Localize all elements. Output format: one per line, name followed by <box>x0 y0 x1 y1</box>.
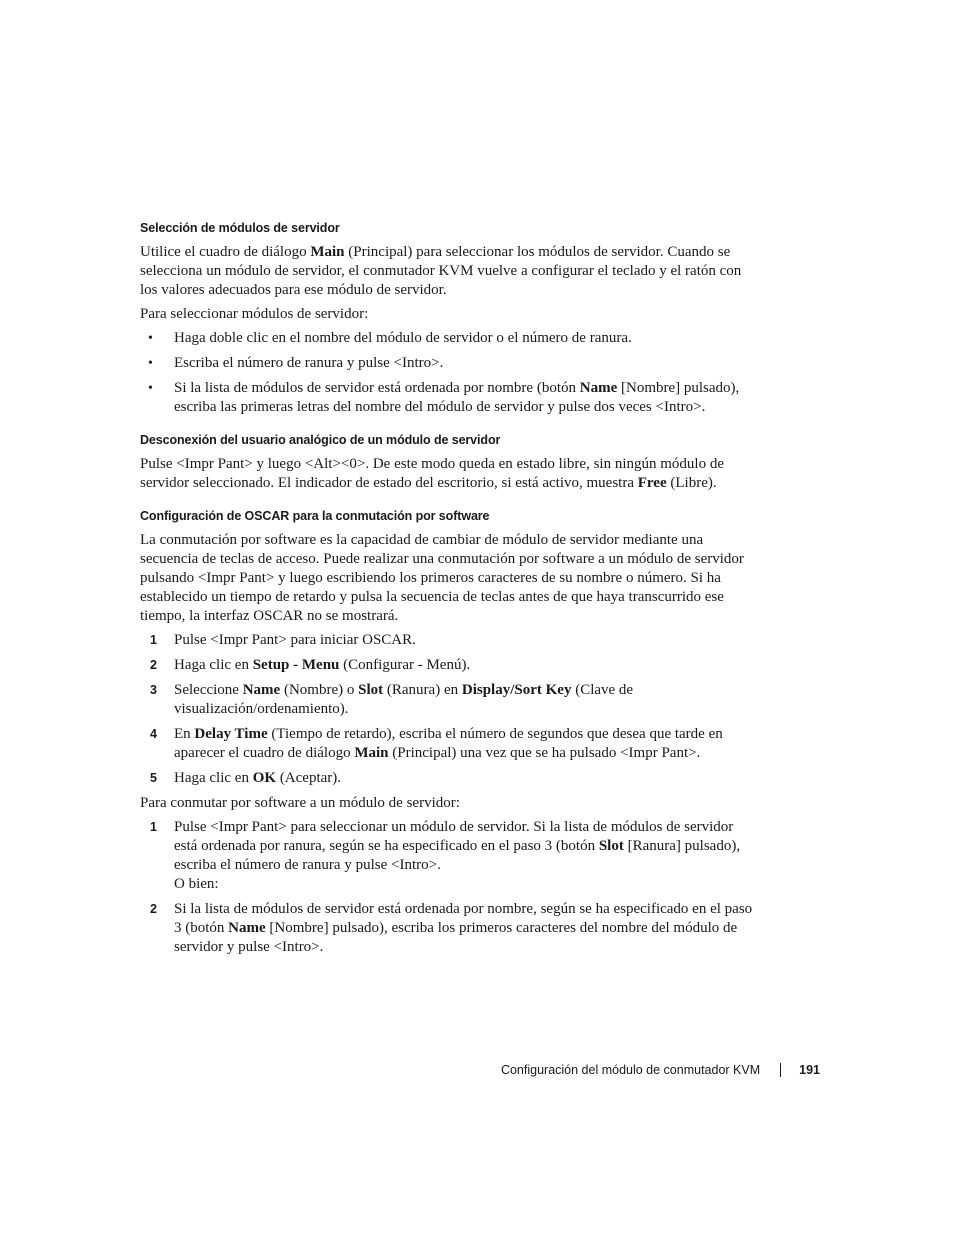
bold-term: Name <box>242 682 281 698</box>
step-item <box>140 725 760 763</box>
step-number: 5 <box>150 771 157 785</box>
text-run: [Nombre] pulsado), escriba las primeras letras del nombre del módulo de servidor y pulse dos veces <Intro>. <box>174 380 740 415</box>
text-run: Si la lista de módulos de servidor está ordenada por nombre (botón <box>174 380 580 396</box>
list-lead: Para conmutar por software a un módulo de servidor: <box>140 795 460 811</box>
bold-term: Setup - Menu <box>252 657 340 673</box>
step-item <box>140 769 760 788</box>
text-run: (Principal) para seleccionar los módulos de servidor. Cuando se selecciona un módulo de servidor, el conmutador KVM vuelve a configurar el teclado y el ratón con los valores adecuados para ese módulo de servidor. <box>140 244 742 298</box>
text-run: Pulse <Impr Pant> para seleccionar un módulo de servidor. Si la lista de módulos de servidor está ordenada por ranura, según se ha especificado en el paso 3 (botón <box>174 819 734 854</box>
step-number: 2 <box>150 902 157 916</box>
section-server-module-selection <box>140 219 760 417</box>
step-item <box>140 818 760 894</box>
section-heading: Desconexión del usuario analógico de un módulo de servidor <box>140 433 501 447</box>
footer-divider <box>780 1063 781 1077</box>
bold-term: Display/Sort Key <box>461 682 572 698</box>
text-run: En <box>174 726 195 742</box>
step-item <box>140 631 760 650</box>
text-run: (Aceptar). <box>276 770 342 786</box>
list-item <box>140 329 760 348</box>
bold-term: Name <box>228 920 266 936</box>
text-run: Haga clic en <box>174 657 253 673</box>
bold-term: Main <box>310 244 345 260</box>
list-item <box>140 354 760 373</box>
bold-term: Slot <box>358 682 384 698</box>
footer-title: Configuración del módulo de conmutador KVM <box>500 1063 761 1077</box>
page-footer <box>501 1061 820 1079</box>
text-run: Seleccione <box>174 682 243 698</box>
text-run: (Libre). <box>666 475 717 491</box>
text-run: Pulse <Impr Pant> y luego <Alt><0>. De este modo queda en estado libre, sin ningún módulo de servidor seleccionado. El indicador de estado del escritorio, si está activo, muestra <box>140 456 725 491</box>
text-run: O bien: <box>174 876 219 892</box>
step-number: 3 <box>150 683 157 697</box>
step-number: 4 <box>150 727 157 741</box>
bold-term: Main <box>354 745 389 761</box>
section-heading: Configuración de OSCAR para la conmutación por software <box>140 509 490 523</box>
list-lead: Para seleccionar módulos de servidor: <box>140 306 369 322</box>
bullet-marker: • <box>148 331 153 346</box>
text-run: Pulse <Impr Pant> para iniciar OSCAR. <box>174 632 416 648</box>
text-run: (Ranura) en <box>383 682 462 698</box>
text-run: [Nombre] pulsado), escriba los primeros caracteres del nombre del módulo de servidor y pulse <Intro>. <box>174 920 738 955</box>
page-content <box>140 219 760 963</box>
text-run: (Nombre) o <box>280 682 359 698</box>
numbered-steps <box>140 631 760 788</box>
text-run: (Configurar - Menú). <box>339 657 471 673</box>
bold-term: Free <box>637 475 667 491</box>
text-run: (Tiempo de retardo), escriba el número de segundos que desea que tarde en aparecer el cuadro de diálogo <box>174 726 723 761</box>
bullet-marker: • <box>148 381 153 396</box>
numbered-steps <box>140 818 760 957</box>
bold-term: Slot <box>598 838 624 854</box>
step-item <box>140 681 760 719</box>
text-run: Haga doble clic en el nombre del módulo de servidor o el número de ranura. <box>174 330 632 346</box>
page-number: 191 <box>799 1063 820 1077</box>
step-number: 1 <box>150 633 157 647</box>
bullet-list <box>140 329 760 417</box>
section-paragraph <box>140 455 760 493</box>
bold-term: Name <box>579 380 618 396</box>
section-oscar-soft-switching <box>140 507 760 957</box>
section-intro-paragraph <box>140 243 760 300</box>
list-item <box>140 379 760 417</box>
text-run: (Principal) una vez que se ha pulsado <Impr Pant>. <box>388 745 701 761</box>
step-item <box>140 900 760 957</box>
bullet-marker: • <box>148 356 153 371</box>
text-run: Si la lista de módulos de servidor está ordenada por nombre, según se ha especificado en el paso 3 (botón <box>174 901 753 936</box>
text-run: Utilice el cuadro de diálogo <box>140 244 311 260</box>
text-run: Escriba el número de ranura y pulse <Intro>. <box>174 355 444 371</box>
text-run: (Clave de visualización/ordenamiento). <box>174 682 634 717</box>
section-disconnect-user <box>140 431 760 493</box>
section-intro-paragraph: La conmutación por software es la capacidad de cambiar de módulo de servidor mediante una secuencia de teclas de acceso. Puede realizar una conmutación por software a un módulo de servidor pulsando <Impr Pant> y luego escribiendo los primeros caracteres de su nombre o número. Si ha establecido un tiempo de retardo y pulsa la secuencia de teclas antes de que haya transcurrido ese tiempo, la interfaz OSCAR no se mostrará. <box>140 532 744 624</box>
step-item <box>140 656 760 675</box>
text-run: Haga clic en <box>174 770 253 786</box>
step-number: 2 <box>150 658 157 672</box>
bold-term: Delay Time <box>194 726 268 742</box>
bold-term: OK <box>252 770 277 786</box>
step-number: 1 <box>150 820 157 834</box>
text-run: [Ranura] pulsado), escriba el número de ranura y pulse <Intro>. <box>174 838 741 873</box>
section-heading: Selección de módulos de servidor <box>140 221 340 235</box>
